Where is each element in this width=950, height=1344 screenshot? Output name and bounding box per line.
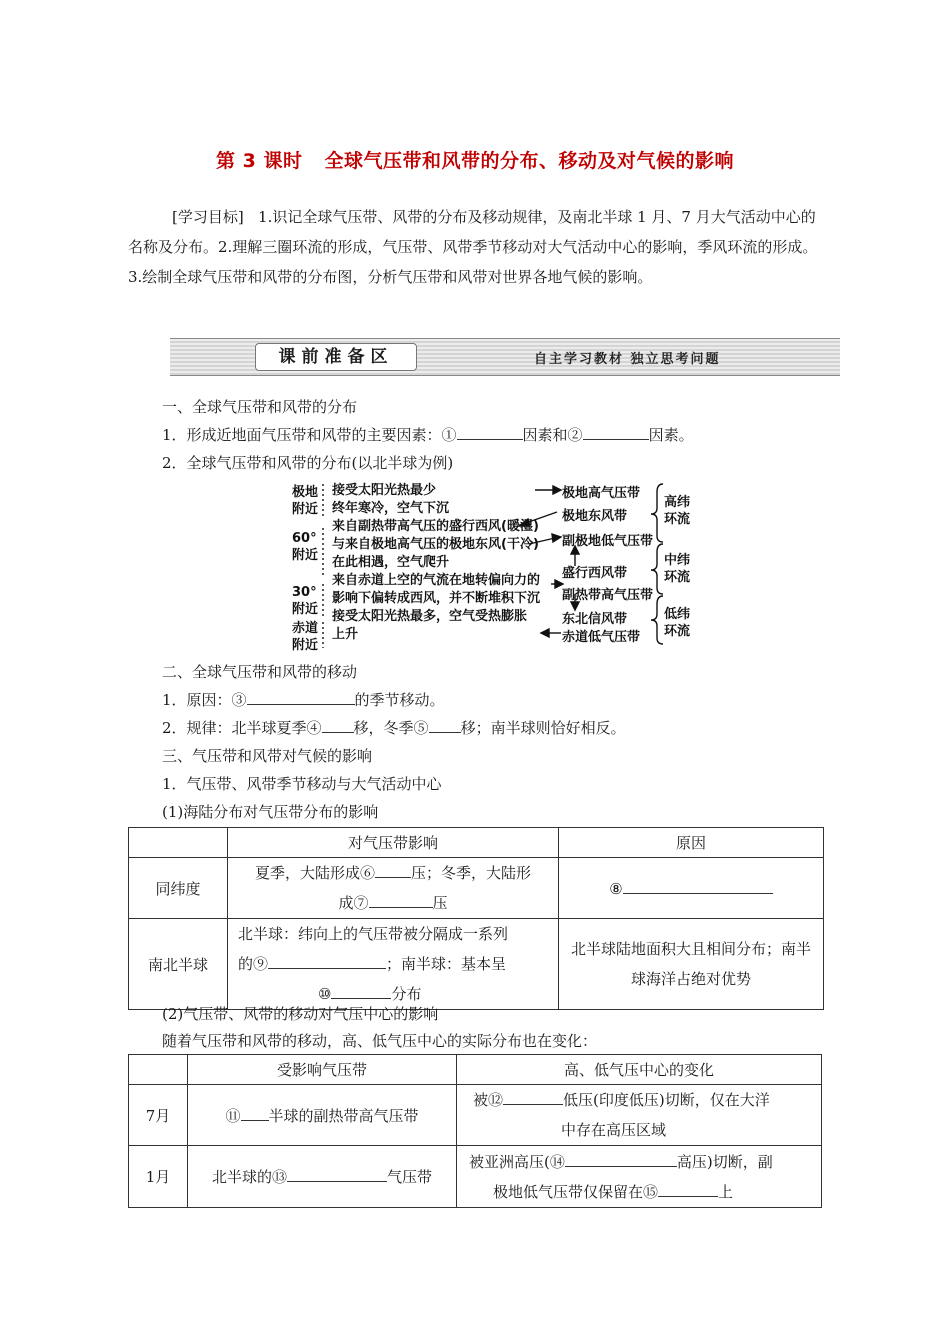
row-belt: 北半球的⑬ 气压带 <box>188 1146 457 1208</box>
blank-9[interactable] <box>268 954 386 969</box>
objectives-label: [学习目标] <box>172 208 244 226</box>
blank-14[interactable] <box>565 1152 677 1167</box>
row-label: 同纬度 <box>129 858 228 919</box>
item-subtropical-high: 副热带高气压带 <box>562 588 654 603</box>
s2-item1-a: 1．原因：③ <box>162 691 247 709</box>
header-empty <box>129 1055 188 1085</box>
lesson-number: 第 3 课时 <box>216 150 303 172</box>
section2-item2 <box>162 717 626 738</box>
desc-line: 终年寒冷，空气下沉 <box>332 501 450 516</box>
table-header-row <box>129 1055 822 1085</box>
label-60: 60° 附近 <box>292 531 319 563</box>
blank-10[interactable] <box>331 984 391 999</box>
item-ne-trade: 东北信风带 <box>562 612 628 627</box>
lesson-topic: 全球气压带和风带的分布、移动及对气候的影响 <box>324 150 734 172</box>
row-reason: ⑧ <box>559 858 824 919</box>
table-land-sea <box>128 827 824 1010</box>
row-month: 1月 <box>129 1146 188 1208</box>
blank-7[interactable] <box>369 893 433 908</box>
row-belt: ⑪ 半球的副热带高气压带 <box>188 1085 457 1146</box>
blank-2[interactable] <box>583 425 649 440</box>
banner-title: 课前准备区 <box>255 343 417 371</box>
item1-text-a: 1．形成近地面气压带和风带的主要因素：① <box>162 426 457 444</box>
blank-8[interactable] <box>623 879 773 894</box>
row-effect: 北半球：纬向上的气压带被分隔成一系列 的⑨ ；南半球：基本呈 ⑩ 分布 <box>228 919 559 1010</box>
s2-item2-b: 移，冬季⑤ <box>353 719 429 737</box>
item-equatorial-low: 赤道低气压带 <box>562 630 641 645</box>
section3-sub2: (2)气压带、风带的移动对气压中心的影响 <box>162 1005 439 1023</box>
row-label: 南北半球 <box>129 919 228 1010</box>
label-equator: 赤道 附近 <box>292 621 319 653</box>
table-header-row <box>129 828 824 858</box>
s2-item2-a: 2．规律：北半球夏季④ <box>162 719 322 737</box>
section2-heading: 二、全球气压带和风带的移动 <box>162 663 358 681</box>
row-reason: 北半球陆地面积大且相间分布；南半球海洋占绝对优势 <box>559 919 824 1010</box>
table-row <box>129 858 824 919</box>
blank-13[interactable] <box>287 1167 387 1182</box>
objectives-text: 1.识记全球气压带、风带的分布及移动规律，及南北半球 1 月、7 月大气活动中心的名称及分布。2.理解三圈环流的形成，气压带、风带季节移动对大气活动中心的影响，季风环流的形成。3.绘制全球气压带和风带的分布图，分析气压带和风带对世界各地气候的影响。 <box>128 208 818 286</box>
desc-line: 来自副热带高气压的盛行西风(暖湿) <box>332 519 539 534</box>
header-belt: 受影响气压带 <box>188 1055 457 1085</box>
row-change: 被⑫ 低压(印度低压)切断，仅在大洋 中存在高压区域 <box>457 1085 822 1146</box>
desc-line: 与来自极地高气压的极地东风(干冷) <box>332 537 539 552</box>
item-polar-high: 极地高气压带 <box>562 486 641 501</box>
circ-low-latitude: 低纬 环流 <box>664 607 691 639</box>
desc-line: 在此相遇，空气爬升 <box>332 555 450 570</box>
blank-1[interactable] <box>457 425 523 440</box>
desc-line: 来自赤道上空的气流在地转偏向力的 <box>332 573 541 588</box>
section3-item1: 1．气压带、风带季节移动与大气活动中心 <box>162 775 442 793</box>
blank-4[interactable] <box>322 718 354 733</box>
table-row <box>129 919 824 1010</box>
row-change: 被亚洲高压(⑭ 高压)切断，副 极地低气压带仅保留在⑮ 上 <box>457 1146 822 1208</box>
section1-item1 <box>162 424 694 445</box>
label-30: 30° 附近 <box>292 585 319 617</box>
table-row <box>129 1085 822 1146</box>
blank-6[interactable] <box>375 863 411 878</box>
header-empty <box>129 828 228 858</box>
page-title <box>0 146 950 173</box>
section3-sub1: (1)海陆分布对气压带分布的影响 <box>162 803 379 821</box>
item1-text-c: 因素。 <box>648 426 694 444</box>
blank-5[interactable] <box>429 718 461 733</box>
circ-mid-latitude: 中纬 环流 <box>664 553 691 585</box>
circ-high-latitude: 高纬 环流 <box>664 495 691 527</box>
diagram-descriptions <box>332 482 540 644</box>
desc-line: 影响下偏转成西风，并不断堆积下沉 <box>332 591 541 606</box>
s2-item1-b: 的季节移动。 <box>354 691 445 709</box>
header-reason: 原因 <box>559 828 824 858</box>
section1-heading: 一、全球气压带和风带的分布 <box>162 398 358 416</box>
item-polar-easterly: 极地东风带 <box>562 509 628 524</box>
header-change: 高、低气压中心的变化 <box>457 1055 822 1085</box>
desc-line: 上升 <box>332 627 359 642</box>
blank-15[interactable] <box>658 1182 718 1197</box>
item-westerly: 盛行西风带 <box>562 566 628 581</box>
row-month: 7月 <box>129 1085 188 1146</box>
section1-item2: 2．全球气压带和风带的分布(以北半球为例) <box>162 454 454 472</box>
section3-sub2-text: 随着气压带和风带的移动，高、低气压中心的实际分布也在变化： <box>162 1032 598 1050</box>
blank-12[interactable] <box>503 1090 563 1105</box>
item-subpolar-low: 副极地低气压带 <box>562 534 654 549</box>
section2-item1 <box>162 689 445 710</box>
table-pressure-centers <box>128 1054 822 1208</box>
item1-text-b: 因素和② <box>522 426 583 444</box>
s2-item2-c: 移；南半球则恰好相反。 <box>460 719 626 737</box>
banner-subtitle: 自主学习教材 独立思考问题 <box>534 352 721 367</box>
label-polar: 极地 附近 <box>292 485 319 517</box>
header-effect: 对气压带影响 <box>228 828 559 858</box>
table-row <box>129 1146 822 1208</box>
desc-line: 接受太阳光热最多，空气受热膨胀 <box>332 609 528 624</box>
desc-line: 接受太阳光热最少 <box>332 483 437 498</box>
section3-heading: 三、气压带和风带对气候的影响 <box>162 747 373 765</box>
row-effect: 夏季，大陆形成⑥ 压；冬季，大陆形 成⑦ 压 <box>228 858 559 919</box>
learning-objectives <box>128 202 822 292</box>
blank-11[interactable] <box>241 1106 269 1121</box>
blank-3[interactable] <box>247 690 355 705</box>
